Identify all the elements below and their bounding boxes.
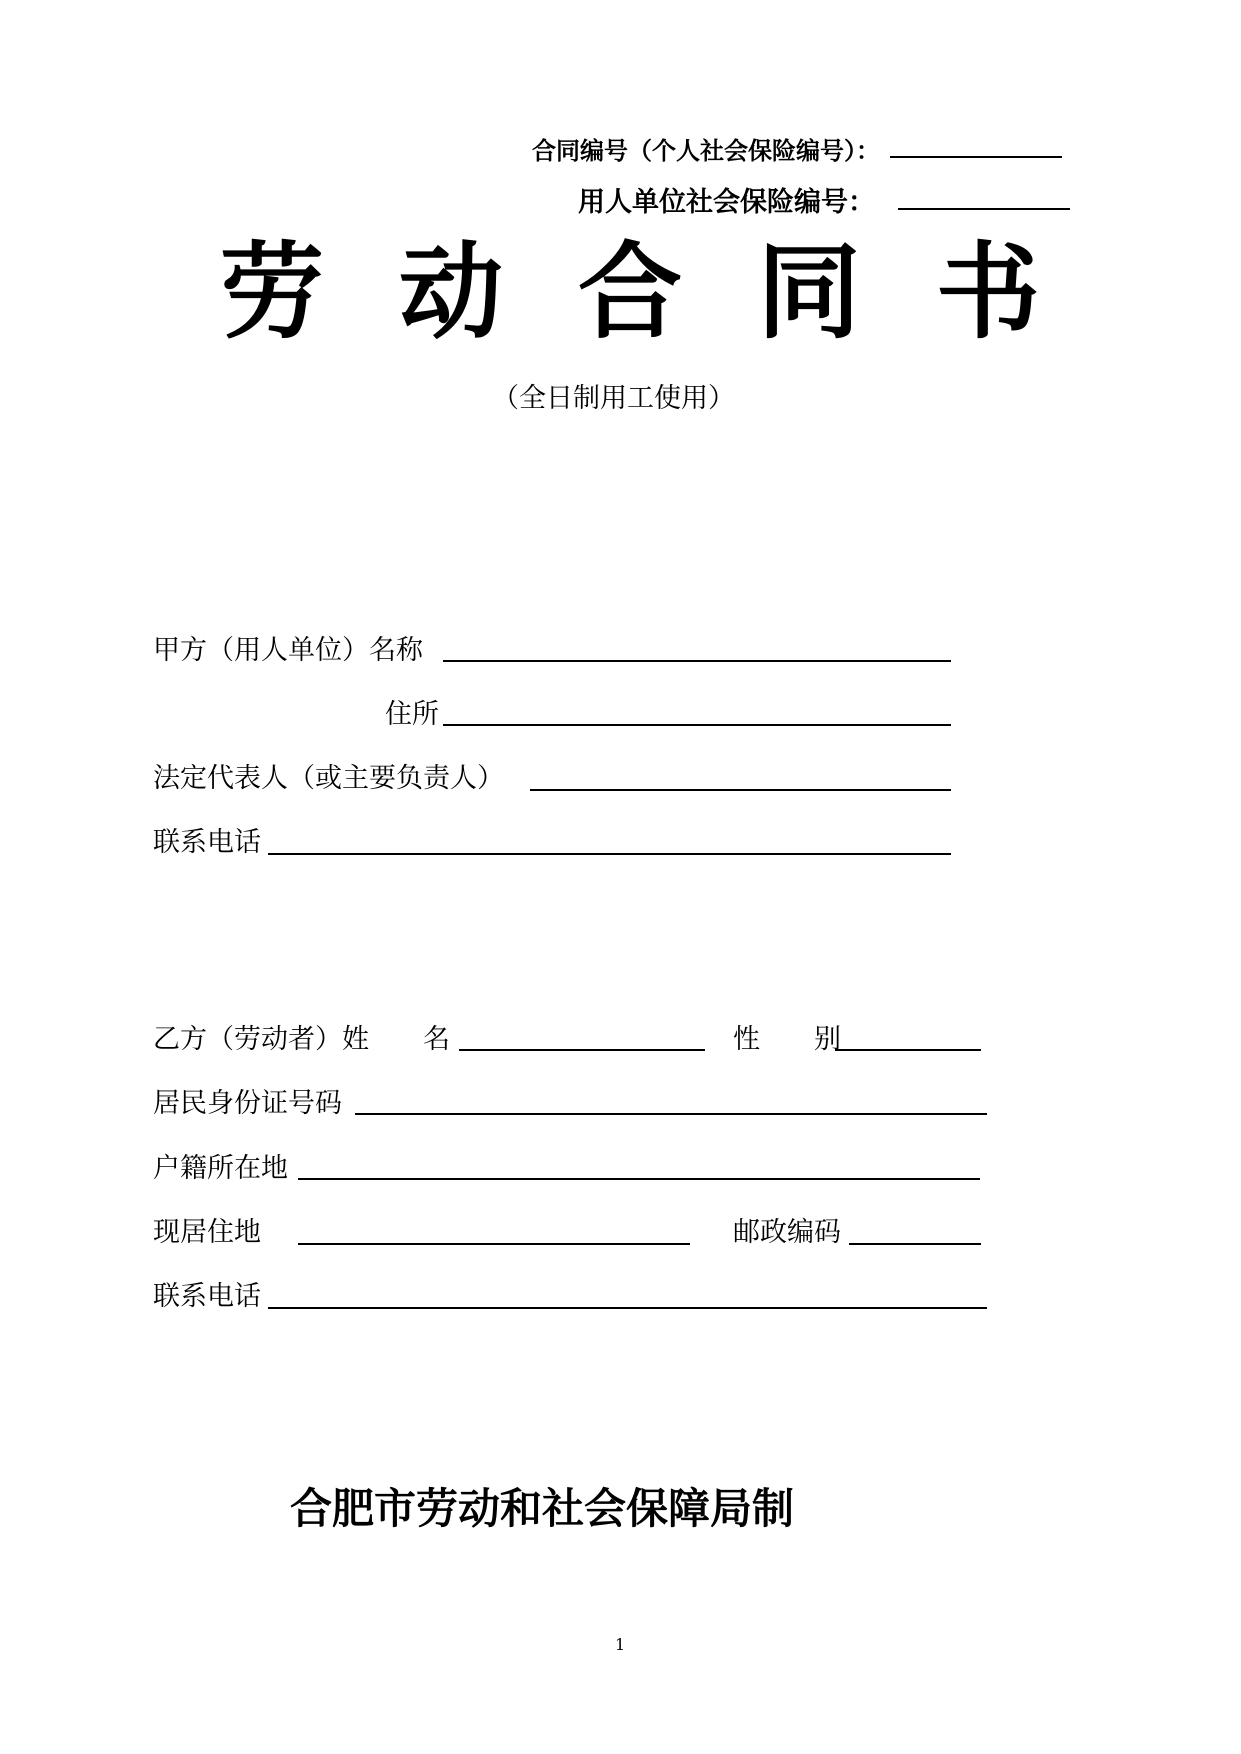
party-b-name-label: 乙方（劳动者）姓 名 xyxy=(153,1024,450,1055)
title-char: 劳 xyxy=(220,231,325,353)
document-title xyxy=(220,231,1040,353)
party-b-residence-blank[interactable] xyxy=(298,1243,690,1245)
title-char: 动 xyxy=(398,231,503,353)
party-a-address-blank[interactable] xyxy=(443,724,951,726)
party-b-phone-label: 联系电话 xyxy=(153,1281,261,1312)
title-char: 书 xyxy=(935,231,1040,353)
party-b-hukou-label: 户籍所在地 xyxy=(153,1153,288,1184)
title-char: 同 xyxy=(756,231,861,353)
party-b-postcode-blank[interactable] xyxy=(849,1243,981,1245)
party-b-hukou-blank[interactable] xyxy=(298,1178,980,1180)
party-b-name-blank[interactable] xyxy=(459,1049,705,1051)
party-b-id-label: 居民身份证号码 xyxy=(153,1088,342,1119)
party-b-id-blank[interactable] xyxy=(355,1113,987,1115)
contract-number-label: 合同编号（个人社会保险编号）： xyxy=(532,137,880,165)
title-char: 合 xyxy=(577,231,682,353)
employer-si-number-label: 用人单位社会保险编号： xyxy=(578,187,875,218)
party-b-gender-label: 性 别 xyxy=(733,1024,841,1055)
party-b-residence-label: 现居住地 xyxy=(153,1217,261,1248)
page-number: 1 xyxy=(615,1635,626,1654)
party-a-name-label: 甲方（用人单位）名称 xyxy=(153,635,423,666)
party-a-legal-rep-blank[interactable] xyxy=(530,789,951,791)
employer-si-number-blank[interactable] xyxy=(898,208,1070,210)
party-b-postcode-label: 邮政编码 xyxy=(733,1217,841,1248)
party-a-phone-label: 联系电话 xyxy=(153,827,261,858)
party-a-phone-blank[interactable] xyxy=(268,853,951,855)
party-a-address-label: 住所 xyxy=(385,699,439,730)
party-a-name-blank[interactable] xyxy=(443,660,951,662)
party-b-phone-blank[interactable] xyxy=(268,1307,987,1309)
issuer-line: 合肥市劳动和社会保障局制 xyxy=(290,1484,795,1533)
party-b-gender-blank[interactable] xyxy=(835,1049,981,1051)
party-a-legal-rep-label: 法定代表人（或主要负责人） xyxy=(153,763,504,794)
contract-number-blank[interactable] xyxy=(890,156,1062,158)
document-subtitle: （全日制用工使用） xyxy=(492,383,735,414)
